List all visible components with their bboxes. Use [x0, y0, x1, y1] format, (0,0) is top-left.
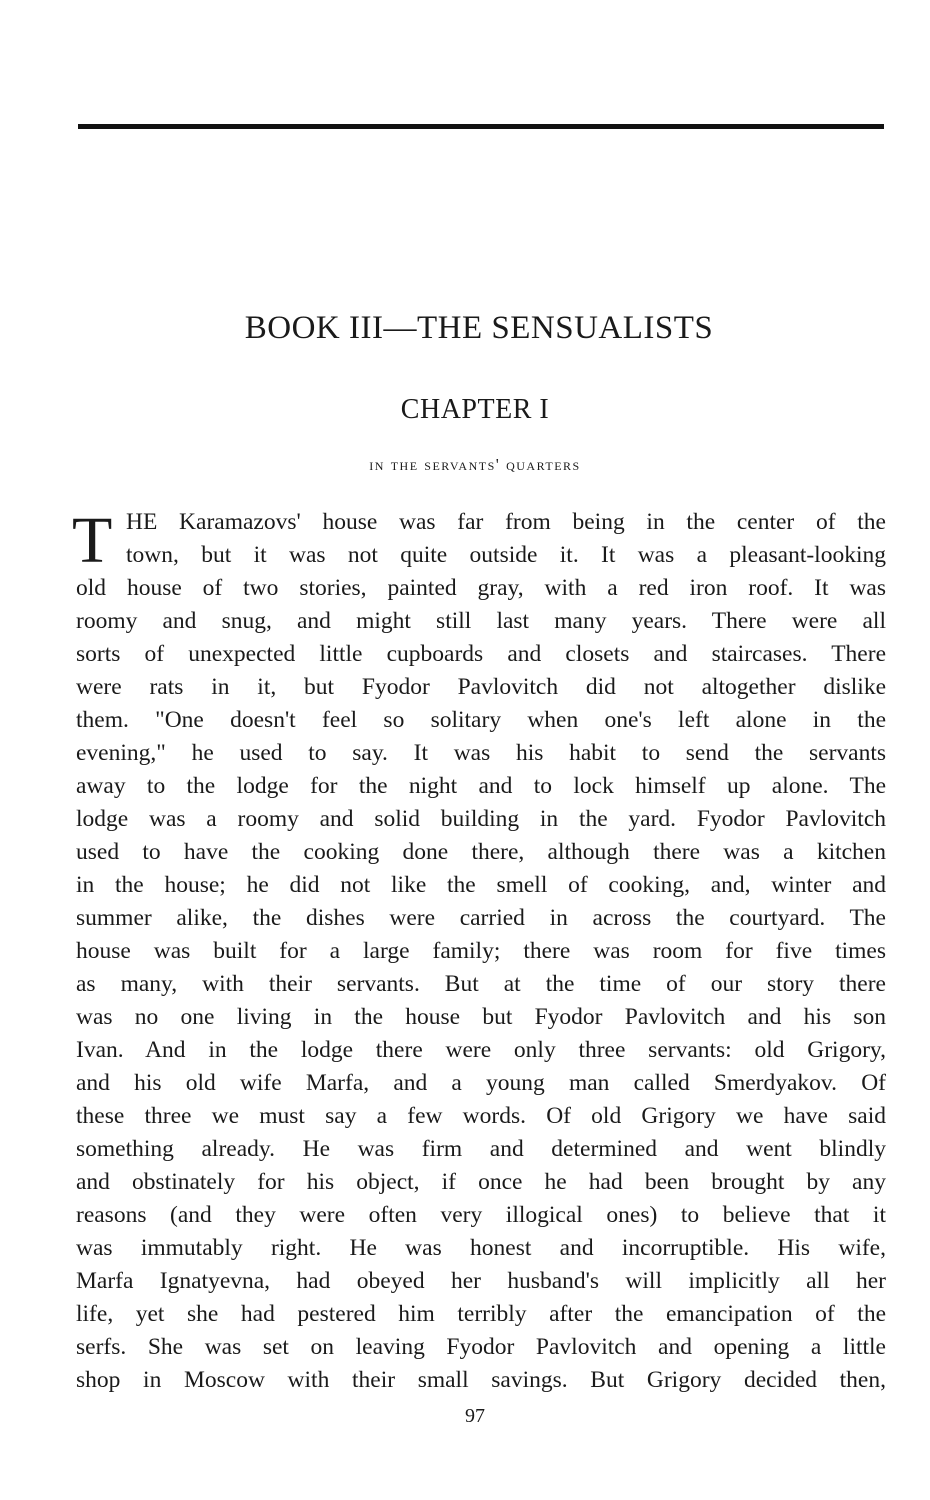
- text-line: sorts of unexpected little cupboards and closets and staircases. There: [76, 641, 886, 667]
- chapter-subtitle: in the servants' quarters: [369, 455, 581, 474]
- text-line: town, but it was not quite outside it. It was a pleasant-looking: [126, 542, 886, 568]
- text-line: summer alike, the dishes were carried in across the courtyard. The: [76, 905, 886, 931]
- text-line: was no one living in the house but Fyodor Pavlovitch and his son: [76, 1004, 886, 1030]
- text-line: evening," he used to say. It was his habit to send the servants: [76, 740, 886, 766]
- text-line: and obstinately for his object, if once he had been brought by any: [76, 1169, 886, 1195]
- top-rule: [78, 124, 884, 129]
- drop-cap: T: [72, 504, 113, 577]
- text-line: these three we must say a few words. Of old Grigory we have said: [76, 1103, 886, 1129]
- text-line: used to have the cooking done there, although there was a kitchen: [76, 839, 886, 865]
- body-text: [72, 504, 886, 1397]
- text-line: lodge was a roomy and solid building in the yard. Fyodor Pavlovitch: [76, 806, 886, 832]
- text-line: Marfa Ignatyevna, had obeyed her husband's will implicitly all her: [76, 1268, 886, 1294]
- text-line: them. "One doesn't feel so solitary when one's left alone in the: [76, 707, 886, 733]
- text-line: as many, with their servants. But at the time of our story there: [76, 971, 886, 997]
- text-line: and his old wife Marfa, and a young man called Smerdyakov. Of: [76, 1070, 886, 1096]
- text-line: life, yet she had pestered him terribly after the emancipation of the: [76, 1301, 886, 1327]
- text-line: shop in Moscow with their small savings. But Grigory decided then,: [76, 1367, 886, 1393]
- text-line: in the house; he did not like the smell of cooking, and, winter and: [76, 872, 886, 898]
- text-line: were rats in it, but Fyodor Pavlovitch did not altogether dislike: [76, 674, 886, 700]
- text-line: HE Karamazovs' house was far from being in the center of the: [126, 509, 886, 535]
- text-line: Ivan. And in the lodge there were only three servants: old Grigory,: [76, 1037, 886, 1063]
- text-line: was immutably right. He was honest and incorruptible. His wife,: [76, 1235, 886, 1261]
- text-line: away to the lodge for the night and to lock himself up alone. The: [76, 773, 886, 799]
- text-line: old house of two stories, painted gray, with a red iron roof. It was: [76, 575, 886, 601]
- text-line: serfs. She was set on leaving Fyodor Pavlovitch and opening a little: [76, 1334, 886, 1360]
- chapter-title: CHAPTER I: [400, 394, 550, 425]
- text-line: roomy and snug, and might still last many years. There were all: [76, 608, 886, 634]
- text-line: house was built for a large family; there was room for five times: [76, 938, 886, 964]
- text-line: reasons (and they were often very illogical ones) to believe that it: [76, 1202, 886, 1228]
- text-line: something already. He was firm and determined and went blindly: [76, 1136, 886, 1162]
- page-number: 97: [465, 1405, 485, 1427]
- book-title: BOOK III—THE SENSUALISTS: [244, 310, 714, 346]
